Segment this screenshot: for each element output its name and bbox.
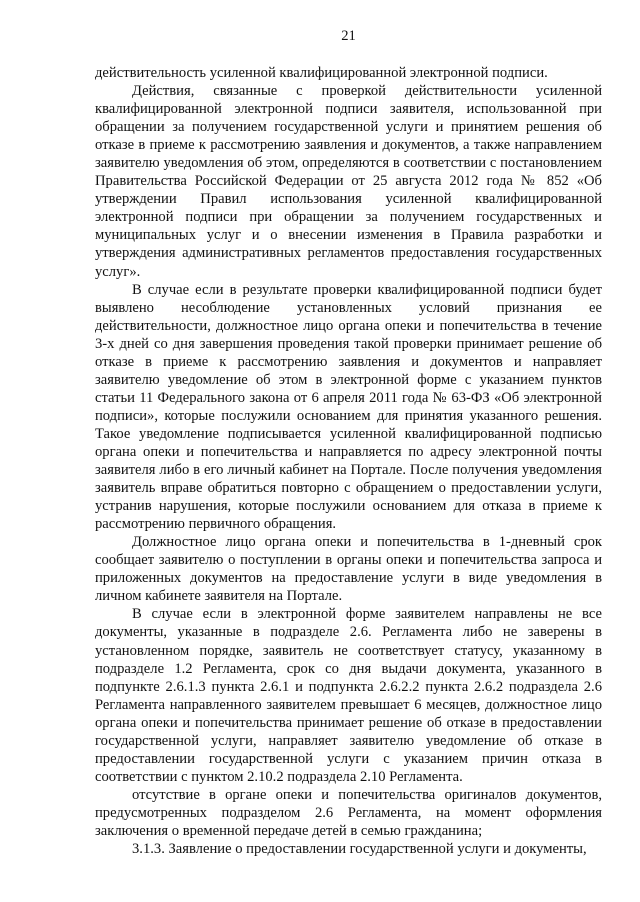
- paragraph: отсутствие в органе опеки и попечительства оригиналов документов, предусмотренных подразделом 2.6 Регламента, на момент оформления заключения о временной передаче детей в семью гражданина;: [95, 786, 602, 839]
- paragraph: 3.1.3. Заявление о предоставлении государственной услуги и документы,: [132, 841, 587, 858]
- paragraph: Действия, связанные с проверкой действительности усиленной квалифицированной электронной подписи заявителя, использованной при обращении за получением государственной услуги и принятием решения об отказе в приеме к рассмотрению заявления и документов, а также направлением заявителю уведомления об этом, определяются в соответствии с постановлением Правительства Российской Федерации от 25 августа 2012 года № 852 «Об утверждении Правил использования усиленной квалифицированной электронной подписи при обращении за получением государственных и муниципальных услуг и о внесении изменения в Правила разработки и утверждения административных регламентов предоставления государственных услуг».: [95, 83, 602, 280]
- paragraph: действительность усиленной квалифицированной электронной подписи.: [95, 65, 548, 81]
- paragraph: В случае если в результате проверки квалифицированной подписи будет выявлено несоблюдение установленных условий признания ее действительности, должностное лицо органа опеки и попечительства в течение 3-х дней со дня завершения проведения такой проверки принимает решение об отказе в приеме к рассмотрению заявления и документов и направляет заявителю уведомление об этом в электронной форме с указанием пунктов статьи 11 Федерального закона от 6 апреля 2011 года № 63-ФЗ «Об электронной подписи», которые послужили основанием для принятия указанного решения. Такое уведомление подписывается усиленной квалифицированной подписью органа опеки и попечительства и направляется по адресу электронной почты заявителя либо в его личный кабинет на Портале. После получения уведомления заявитель вправе обратиться повторно с обращением о предоставлении услуги, устранив нарушения, которые послужили основанием для отказа в приеме к рассмотрению первичного обращения.: [95, 281, 602, 533]
- page-number: 21: [341, 28, 356, 44]
- paragraph: В случае если в электронной форме заявителем направлены не все документы, указанные в подразделе 2.6. Регламента либо не заверены в установленном порядке, заявитель не соответствует статусу, указанному в подразделе 1.2 Регламента, срок со дня выдачи документа, указанного в подпункте 2.6.1.3 пункта 2.6.1 и подпункта 2.6.2.2 пункта 2.6.2 подраздела 2.6 Регламента направленного заявителем превышает 6 месяцев, должностное лицо органа опеки и попечительства принимает решение об отказе в предоставлении государственной услуги, направляет заявителю уведомление об отказе в предоставлении государственной услуги с указанием причин отказа в соответствии с пунктом 2.10.2 подраздела 2.10 Регламента.: [95, 606, 602, 785]
- paragraph: Должностное лицо органа опеки и попечительства в 1-дневный срок сообщает заявителю о поступлении в органы опеки и попечительства запроса и приложенных документов на предоставление услуги в виде уведомления в личном кабинете заявителя на Портале.: [95, 534, 602, 605]
- document-body: [95, 64, 602, 858]
